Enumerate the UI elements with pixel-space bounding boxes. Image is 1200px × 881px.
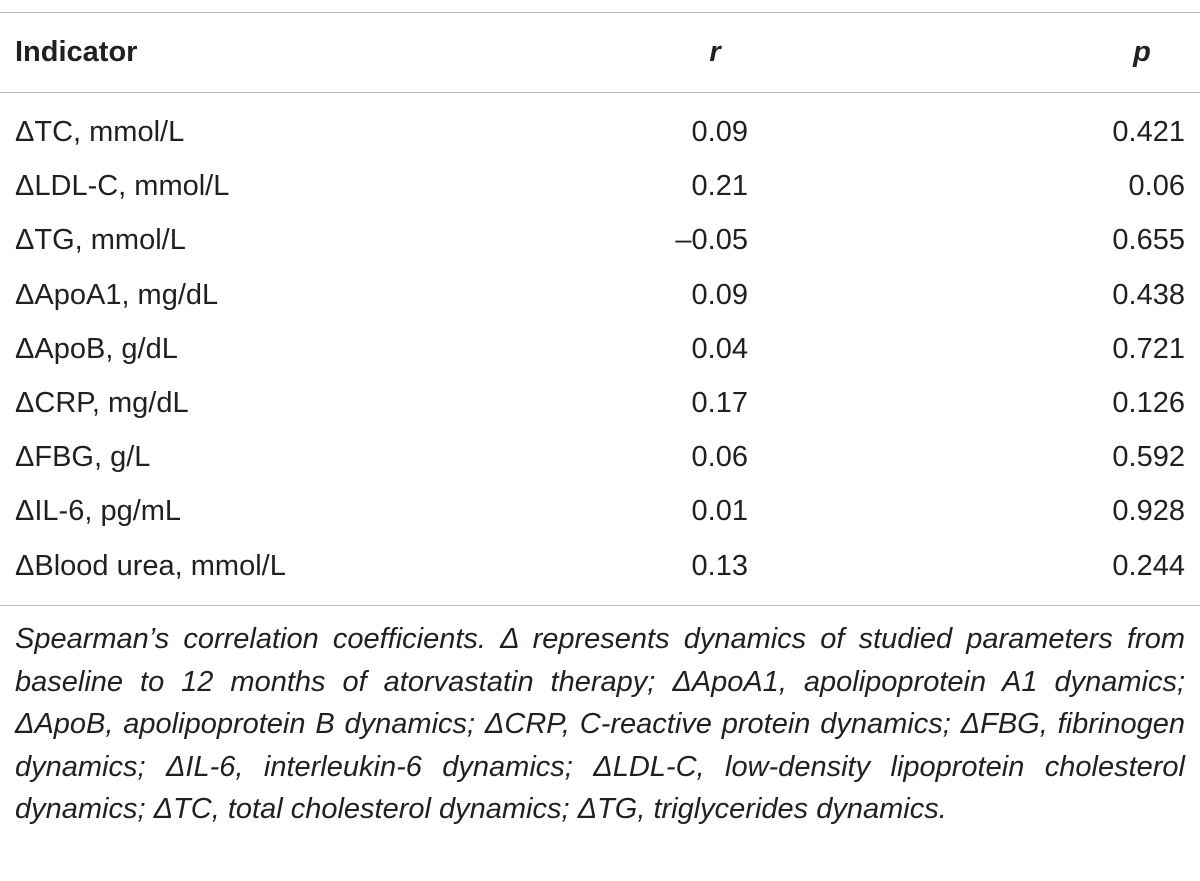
cell-indicator: ΔCRP, mg/dL (15, 387, 189, 419)
cell-indicator: ΔApoB, g/dL (15, 332, 178, 365)
cell-p-value: 0.421 (1112, 116, 1185, 148)
cell-p-value: 0.592 (1112, 441, 1185, 474)
header-r: r (709, 36, 721, 68)
cell-indicator: ΔBlood urea, mmol/L (15, 549, 286, 582)
cell-p-value: 0.655 (1112, 224, 1185, 257)
cell-r-value: 0.09 (691, 116, 748, 148)
cell-r-value: 0.09 (691, 278, 748, 311)
cell-r-value: 0.04 (691, 332, 748, 365)
cell-p-value: 0.721 (1112, 332, 1185, 365)
cell-r-value: 0.13 (691, 549, 748, 582)
table-footnote: Spearman’s correlation coefficients. Δ represents dynamics of studied parameters from baseline to 12 months of atorvastatin therapy; ΔApoA1, apolipoprotein A1 dynamics; ΔApoB, apolipoprotein B dynamics; ΔCRP, C-reactive protein dynamics; ΔFBG, fibrinogen dynamics; ΔIL-6, interleukin-6 dynamics; ΔLDL-C, low-density lipoprotein cholesterol dynamics; ΔTC, total cholesterol dynamics; ΔTG, triglycerides dynamics. (15, 623, 1185, 825)
cell-indicator: ΔIL-6, pg/mL (15, 495, 182, 528)
cell-r-value: 0.06 (691, 441, 748, 474)
header-p: p (1133, 36, 1151, 68)
cell-r-value: 0.01 (691, 495, 748, 528)
cell-p-value: 0.06 (1128, 170, 1185, 203)
cell-indicator: ΔTC, mmol/L (15, 116, 185, 148)
table-bottom-rule (0, 605, 1200, 606)
header-indicator: Indicator (15, 36, 138, 68)
header-rule (0, 92, 1200, 93)
cell-p-value: 0.438 (1112, 278, 1185, 311)
cell-indicator: ΔApoA1, mg/dL (15, 278, 219, 311)
cell-p-value: 0.928 (1112, 495, 1185, 528)
cell-r-value: 0.17 (691, 387, 748, 419)
cell-indicator: ΔFBG, g/L (15, 441, 151, 474)
cell-indicator: ΔTG, mmol/L (15, 224, 186, 257)
cell-r-value: –0.05 (675, 224, 748, 257)
cell-p-value: 0.126 (1112, 387, 1185, 419)
cell-r-value: 0.21 (691, 170, 748, 203)
table-top-rule (0, 12, 1200, 13)
cell-indicator: ΔLDL-C, mmol/L (15, 170, 230, 203)
cell-p-value: 0.244 (1112, 549, 1185, 582)
